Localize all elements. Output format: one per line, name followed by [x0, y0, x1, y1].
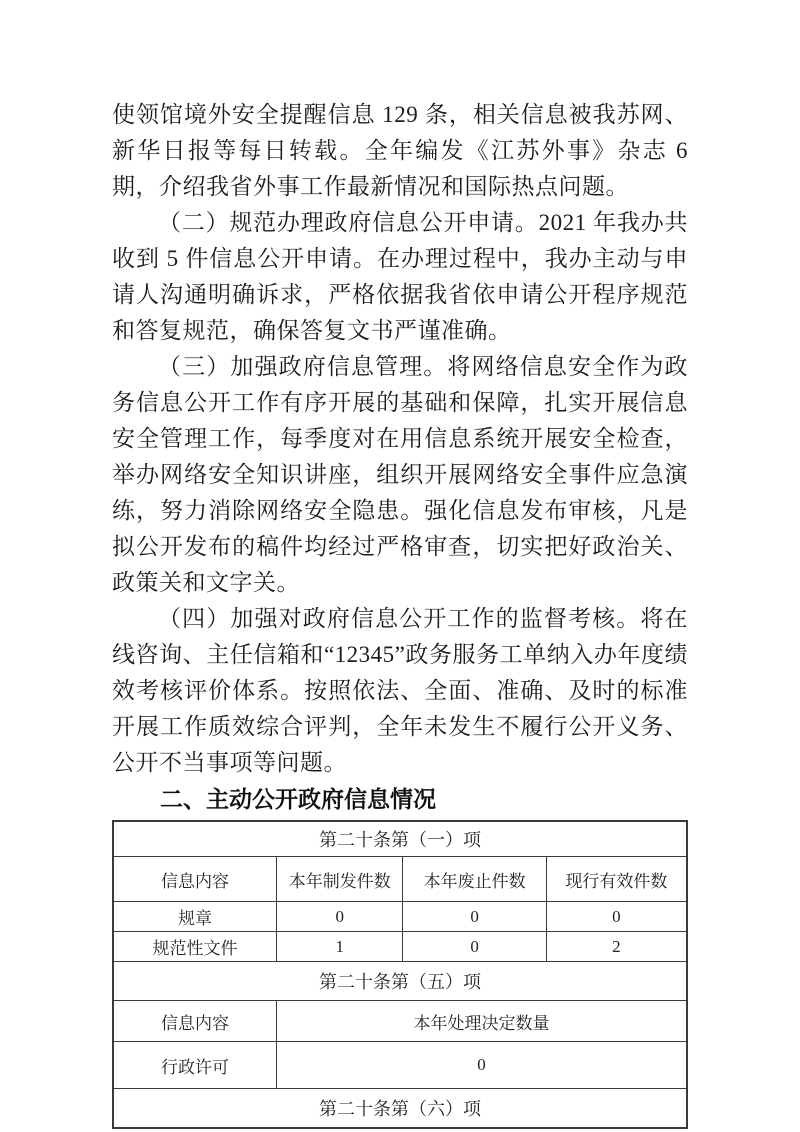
disclosure-statistics-table [112, 820, 688, 1129]
column-header-issued-count: 本年制发件数 [277, 857, 403, 902]
table-row-normative-documents [113, 932, 687, 962]
section6-title-cell: 第二十条第（六）项 [113, 1089, 687, 1129]
row-label-rules: 规章 [113, 902, 277, 932]
normative-issued-value: 1 [277, 932, 403, 962]
body-paragraph-continuation: 使领馆境外安全提醒信息 129 条，相关信息被我苏网、新华日报等每日转载。全年编发《江苏外事》杂志 6 期，介绍我省外事工作最新情况和国际热点问题。 [112, 102, 688, 199]
table-row-section5-title [113, 962, 687, 1001]
table-row-section6-title [113, 1089, 687, 1129]
normative-abolished-value: 0 [403, 932, 547, 962]
column-header-decisions-count: 本年处理决定数量 [277, 1001, 687, 1042]
column-header-info-content: 信息内容 [113, 857, 277, 902]
body-paragraph-item-2: （二）规范办理政府信息公开申请。2021 年我办共收到 5 件信息公开申请。在办理过程中，我办主动与申请人沟通明确诉求，严格依据我省依申请公开程序规范和答复规范，确保答复文书严谨准确。 [112, 210, 688, 343]
column-header-effective-count: 现行有效件数 [546, 857, 687, 902]
body-paragraph-item-4: （四）加强对政府信息公开工作的监督考核。将在线咨询、主任信箱和“12345”政务服务工单纳入办年度绩效考核评价体系。按照依法、全面、准确、及时的标准开展工作质效综合评判，全年未发生不履行公开义务、公开不当事项等问题。 [112, 606, 688, 775]
table-row-rules [113, 902, 687, 932]
rules-effective-value: 0 [546, 902, 687, 932]
table-row-section5-header [113, 1001, 687, 1042]
column-header-abolished-count: 本年废止件数 [403, 857, 547, 902]
section-heading: 二、主动公开政府信息情况 [160, 786, 436, 812]
column-header-info-content-2: 信息内容 [113, 1001, 277, 1042]
row-label-normative-documents: 规范性文件 [113, 932, 277, 962]
row-label-administrative-license: 行政许可 [113, 1042, 277, 1089]
table-row-section1-header [113, 857, 687, 902]
document-content [112, 0, 688, 1129]
normative-effective-value: 2 [546, 932, 687, 962]
section5-title-cell: 第二十条第（五）项 [113, 962, 687, 1001]
rules-abolished-value: 0 [403, 902, 547, 932]
administrative-license-value: 0 [277, 1042, 687, 1089]
table-row-administrative-license [113, 1042, 687, 1089]
body-paragraph-item-3: （三）加强政府信息管理。将网络信息安全作为政务信息公开工作有序开展的基础和保障，扎实开展信息安全管理工作，每季度对在用信息系统开展安全检查，举办网络安全知识讲座，组织开展网络安全事件应急演练，努力消除网络安全隐患。强化信息发布审核，凡是拟公开发布的稿件均经过严格审查，切实把好政治关、政策关和文字关。 [112, 354, 688, 595]
section1-title-cell: 第二十条第（一）项 [113, 821, 687, 857]
table-row-section1-title [113, 821, 687, 857]
rules-issued-value: 0 [277, 902, 403, 932]
